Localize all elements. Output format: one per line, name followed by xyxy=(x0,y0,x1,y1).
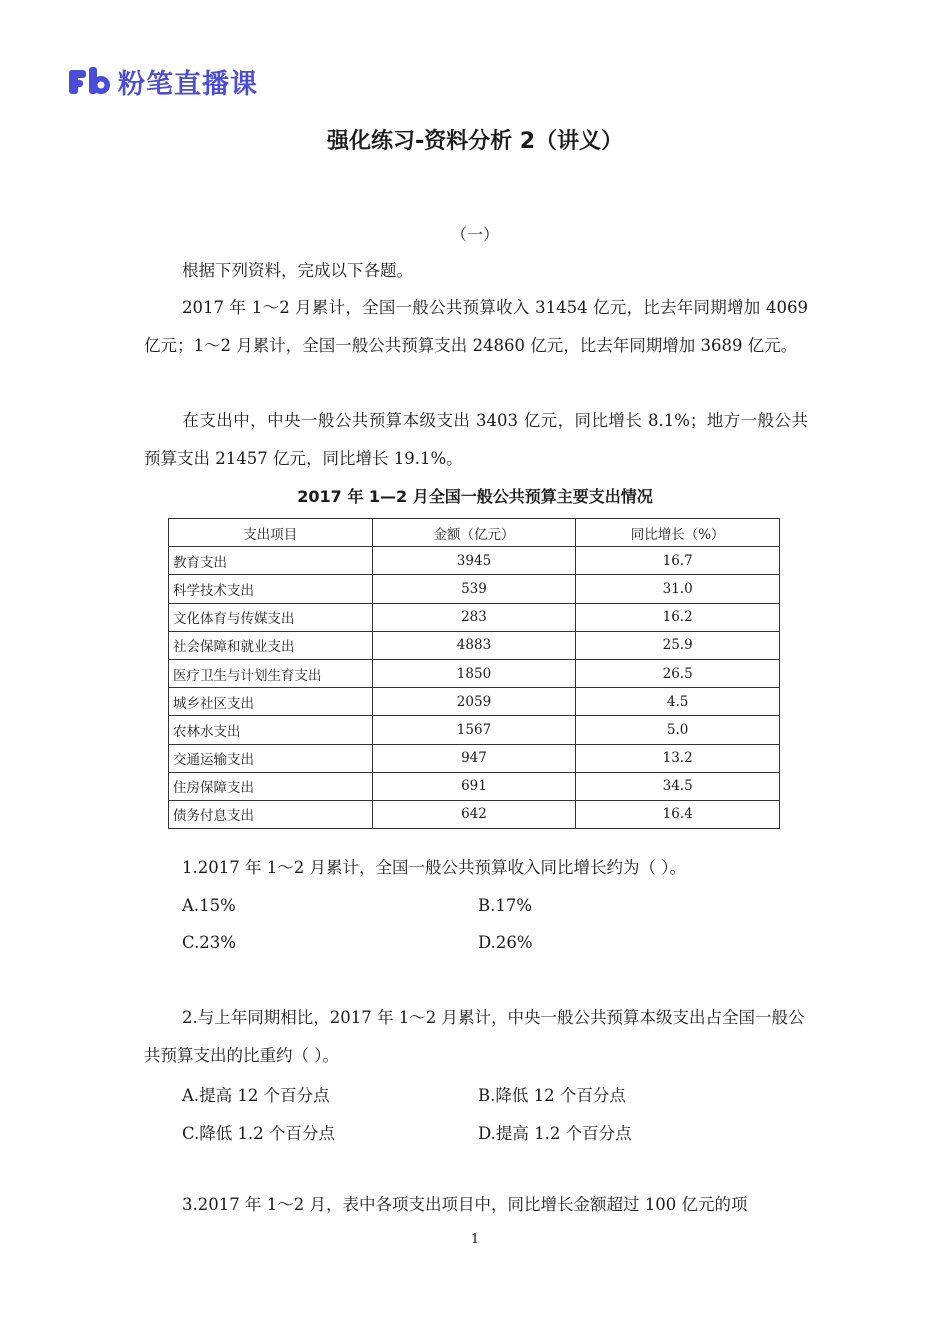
cell-item: 社会保障和就业支出 xyxy=(169,631,373,659)
page-title: 强化练习-资料分析 2（讲义） xyxy=(326,129,624,154)
cell-item: 住房保障支出 xyxy=(169,772,373,800)
cell-item: 交通运输支出 xyxy=(169,744,373,772)
question-2-stem: 2.与上年同期相比，2017 年 1～2 月累计，中央一般公共预算本级支出占全国一般公共预算支出的比重约（ ）。 xyxy=(144,1008,805,1065)
question-2-option-d[interactable]: D.提高 1.2 个百分点 xyxy=(478,1124,632,1143)
material-paragraph-2 xyxy=(144,402,808,477)
cell-growth: 16.4 xyxy=(576,800,780,828)
question-3-stem: 3.2017 年 1～2 月，表中各项支出项目中，同比增长金额超过 100 亿元的项 xyxy=(182,1195,748,1214)
paragraph-2-text: 在支出中，中央一般公共预算本级支出 3403 亿元，同比增长 8.1%；地方一般公共预算支出 21457 亿元，同比增长 19.1%。 xyxy=(144,411,808,468)
question-3 xyxy=(144,1186,808,1224)
question-1-stem: 1.2017 年 1～2 月累计，全国一般公共预算收入同比增长约为（ ）。 xyxy=(182,858,686,877)
expenditure-table xyxy=(168,518,780,829)
brand-logo xyxy=(68,62,258,101)
cell-amount: 691 xyxy=(372,772,576,800)
question-1 xyxy=(144,849,808,887)
paragraph-1-text: 2017 年 1～2 月累计，全国一般公共预算收入 31454 亿元，比去年同期增加 4069 亿元；1～2 月累计，全国一般公共预算支出 24860 亿元，比去年同期增加 3689 亿元。 xyxy=(144,298,808,355)
cell-amount: 947 xyxy=(372,744,576,772)
cell-item: 债务付息支出 xyxy=(169,800,373,828)
question-1-option-a[interactable]: A.15% xyxy=(182,896,236,915)
cell-item: 科学技术支出 xyxy=(169,575,373,603)
table-row xyxy=(169,575,780,603)
intro-text: 根据下列资料，完成以下各题。 xyxy=(182,261,413,280)
cell-growth: 34.5 xyxy=(576,772,780,800)
question-2 xyxy=(144,999,808,1074)
brand-name: 粉笔直播课 xyxy=(118,69,258,100)
cell-item: 医疗卫生与计划生育支出 xyxy=(169,659,373,687)
question-1-option-b[interactable]: B.17% xyxy=(478,896,533,915)
cell-growth: 26.5 xyxy=(576,659,780,687)
header-amount: 金额（亿元） xyxy=(372,519,576,547)
cell-growth: 31.0 xyxy=(576,575,780,603)
table-row xyxy=(169,547,780,575)
material-paragraph-1 xyxy=(144,289,808,364)
cell-amount: 4883 xyxy=(372,631,576,659)
cell-growth: 4.5 xyxy=(576,688,780,716)
table-row xyxy=(169,744,780,772)
table-row xyxy=(169,716,780,744)
cell-growth: 13.2 xyxy=(576,744,780,772)
section-number: （一） xyxy=(450,225,499,244)
cell-amount: 1850 xyxy=(372,659,576,687)
cell-amount: 2059 xyxy=(372,688,576,716)
question-1-option-c[interactable]: C.23% xyxy=(182,933,236,952)
cell-growth: 5.0 xyxy=(576,716,780,744)
table-row xyxy=(169,603,780,631)
cell-item: 农林水支出 xyxy=(169,716,373,744)
cell-amount: 283 xyxy=(372,603,576,631)
cell-amount: 539 xyxy=(372,575,576,603)
cell-item: 教育支出 xyxy=(169,547,373,575)
cell-growth: 25.9 xyxy=(576,631,780,659)
question-2-option-c[interactable]: C.降低 1.2 个百分点 xyxy=(182,1124,336,1143)
cell-amount: 642 xyxy=(372,800,576,828)
cell-amount: 3945 xyxy=(372,547,576,575)
table-row xyxy=(169,772,780,800)
intro-paragraph xyxy=(144,252,808,290)
table-row xyxy=(169,631,780,659)
question-2-option-a[interactable]: A.提高 12 个百分点 xyxy=(182,1086,330,1105)
cell-item: 文化体育与传媒支出 xyxy=(169,603,373,631)
question-2-option-b[interactable]: B.降低 12 个百分点 xyxy=(478,1086,626,1105)
table-row xyxy=(169,659,780,687)
table-row xyxy=(169,688,780,716)
cell-amount: 1567 xyxy=(372,716,576,744)
header-item: 支出项目 xyxy=(169,519,373,547)
table-row xyxy=(169,800,780,828)
table-header-row xyxy=(169,519,780,547)
header-growth: 同比增长（%） xyxy=(576,519,780,547)
table-title: 2017 年 1—2 月全国一般公共预算主要支出情况 xyxy=(297,487,653,506)
question-1-option-d[interactable]: D.26% xyxy=(478,933,533,952)
cell-item: 城乡社区支出 xyxy=(169,688,373,716)
cell-growth: 16.2 xyxy=(576,603,780,631)
cell-growth: 16.7 xyxy=(576,547,780,575)
fenbi-logo-icon xyxy=(68,66,112,98)
page-number: 1 xyxy=(470,1232,480,1247)
